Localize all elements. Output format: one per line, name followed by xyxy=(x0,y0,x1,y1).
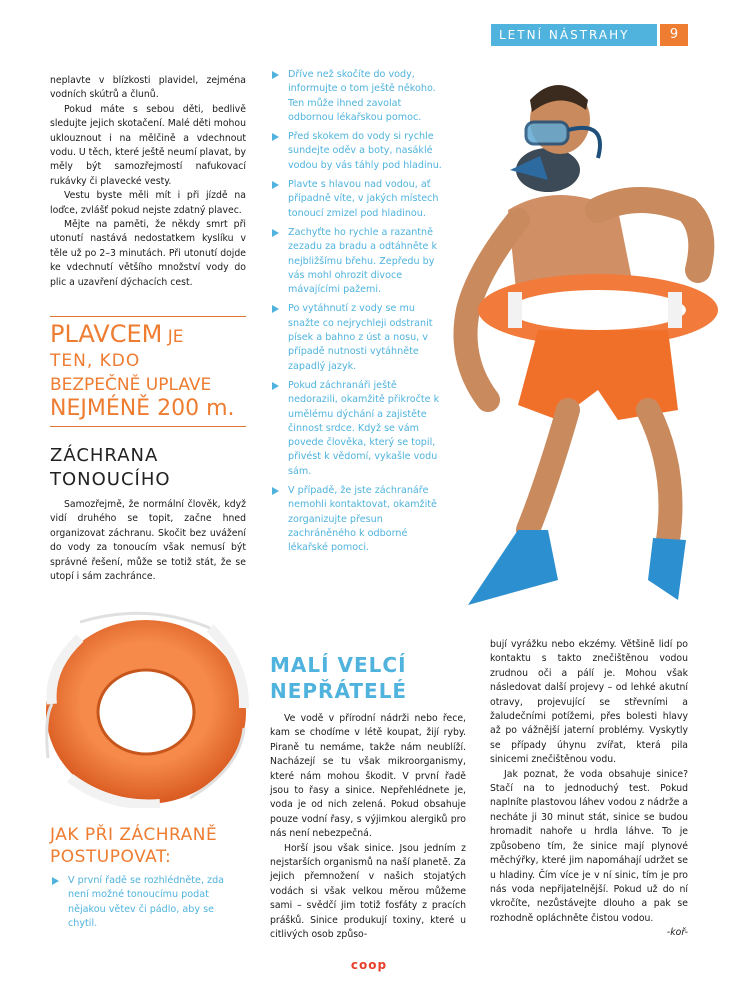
list-item-text: V případě, že jste záchranáře nemohli kontaktovat, okamžitě zorganizujte přesun zachráněného k odborné lékařské pomoci. xyxy=(288,485,437,554)
quote-line xyxy=(50,322,250,349)
heading-line: NEPŘÁTELÉ xyxy=(270,679,408,703)
list-item xyxy=(270,178,448,221)
heading-line: ZÁCHRANA xyxy=(50,445,159,466)
list-item xyxy=(270,302,448,373)
bullet-triangle-icon xyxy=(272,229,279,237)
list-item-text: Pokud záchranáři ještě nedorazili, okamžitě přikročte k umělému dýchání a zajistěte činnost srdce. Když se vám povede člověka, který se topil, přivést k vědomí, vykašle vodu sám. xyxy=(288,379,440,477)
paragraph: bují vyrážku nebo ekzémy. Většině lidí po kontaktu s takto znečištěnou vodou zrudnou oči a pálí je. Mohou však následovat další projevy – od lehké akutní otravy, projevující se střevními a žaludečními potížemi, přes bolesti hlavy až po vážnější jaterní problémy. Vyskytly se případy úhynu zvířat, která pila sinicemi znečištěnou vodu. xyxy=(490,639,688,766)
section-heading-zachrana xyxy=(50,444,246,492)
quote-word-big: PLAVCEM xyxy=(50,320,163,348)
paragraph: Mějte na paměti, že někdy smrt při utonutí nastává nedostatkem kyslíku v těle už po 2–3 minutách. Při utonutí dojde ke vdechnutí většího množství vody do plic a uzavření dýchacích cest. xyxy=(50,219,246,288)
rescue-steps-list xyxy=(270,68,448,561)
list-item-text: Před skokem do vody si rychle sundejte oděv a boty, nasáklé vodou by vás táhly pod hladinu. xyxy=(288,131,442,171)
paragraph: Vestu byste měli mít i při jízdě na loďce, zvlášť pokud nejste zdatný plavec. xyxy=(50,190,246,216)
bullet-triangle-icon xyxy=(272,305,279,313)
list-item xyxy=(270,379,448,479)
section-title: LETNÍ NÁSTRAHY xyxy=(499,28,630,42)
list-item xyxy=(270,130,448,173)
bullet-triangle-icon xyxy=(272,71,279,79)
section-heading-nepratele xyxy=(270,652,470,704)
heading-line: POSTUPOVAT: xyxy=(50,847,172,867)
section-heading-jak xyxy=(50,824,260,868)
pull-quote xyxy=(50,322,250,421)
quote-top-divider xyxy=(50,316,246,317)
rescue-steps-list-start xyxy=(50,874,246,936)
coop-logo xyxy=(340,958,398,972)
section-title-bar xyxy=(491,24,657,46)
heading-line: MALÍ VELCÍ xyxy=(270,653,407,677)
quote-line: TEN, KDO xyxy=(50,351,141,371)
heading-line: TONOUCÍHO xyxy=(50,469,171,490)
list-item xyxy=(50,874,246,931)
paragraph: Ve vodě v přírodní nádrži nebo řece, kam se chodíme v létě koupat, žijí ryby. Piraně tu nemáme, takže nám neublíží. Nacházejí se tu však mikroorganismy, které nám mohou škodit. V první řadě jsou to řasy a sinice. Nepřehlédnete je, voda je od nich zelená. Pokud obsahuje pouze vodní řasy, s výjimkou alergiků pro nás není nebezpečná. xyxy=(270,713,466,840)
lifebuoy-image xyxy=(40,608,250,808)
quote-line: BEZPEČNĚ UPLAVE xyxy=(50,375,212,395)
swimmer-photo xyxy=(448,60,733,620)
paragraph: neplavte v blízkosti plavidel, zejména vodních skútrů a člunů. xyxy=(50,75,246,101)
cyanobacteria-text xyxy=(490,638,688,941)
enemies-text xyxy=(270,712,466,943)
list-item-text: Dříve než skočíte do vody, informujte o tom ještě někoho. Ten může ihned zavolat odbornou lékařskou pomoc. xyxy=(288,69,436,123)
bullet-triangle-icon xyxy=(272,382,279,390)
page-number: 9 xyxy=(660,24,688,46)
bullet-triangle-icon xyxy=(272,181,279,189)
quote-word-small: JE xyxy=(162,327,184,347)
list-item-text: V první řadě se rozhlédněte, zda není možné tonoucímu podat nějakou větev či pádlo, aby se chytil. xyxy=(68,875,225,929)
bullet-triangle-icon xyxy=(52,877,59,885)
logo-text: coop xyxy=(350,958,388,972)
heading-line: JAK PŘI ZÁCHRANĚ xyxy=(50,825,218,845)
paragraph: Samozřejmě, že normální člověk, když vidí druhého se topit, začne hned organizovat záchranu. Skočit bez uvážení do vody za tonoucím však nemusí být správné řešení, může se totiž stát, že se utopí i sám zachránce. xyxy=(50,499,246,583)
list-item-text: Zachyťte ho rychle a razantně zezadu za bradu a odtáhněte k nejbližšímu břehu. Zepředu by vás mohl ohrozit divoce mávajícími pažemi. xyxy=(288,226,438,296)
quote-line: NEJMÉNĚ 200 m. xyxy=(50,396,235,421)
bullet-triangle-icon xyxy=(272,487,279,495)
intro-text xyxy=(50,74,246,290)
list-item-text: Plavte s hlavou nad vodou, ať případně víte, v jakých místech tonoucí zmizel pod hladinou. xyxy=(288,179,439,219)
list-item xyxy=(270,68,448,125)
bullet-triangle-icon xyxy=(272,133,279,141)
list-item xyxy=(270,484,448,555)
author-signature: -koř- xyxy=(666,927,688,939)
paragraph: Pokud máte s sebou děti, bedlivě sledujte jejich skotačení. Malé děti mohou uklouznout i na mělčině a vdechnout vodu. U těch, které ještě neumí plavat, by měly být samozřejmostí nafukovací rukávky či plavecké vesty. xyxy=(50,103,246,187)
list-item-text: Po vytáhnutí z vody se mu snažte co nejrychleji odstranit písek a bahno z úst a nosu, v případě nutnosti vytáhněte zapadlý jazyk. xyxy=(288,303,433,372)
quote-bottom-divider xyxy=(50,426,246,427)
paragraph: Horší jsou však sinice. Jsou jedním z nejstarších organismů na naší planetě. Za jejich přemnožení v našich stojatých vodách si však velkou měrou můžeme sami – svědčí jim totiž fosfáty z pracích prášků. Sinice produkují toxiny, které u citlivých osob způso- xyxy=(270,842,466,941)
list-item xyxy=(270,226,448,297)
paragraph: Jak poznat, že voda obsahuje sinice? Stačí na to jednoduchý test. Pokud naplníte plastovou láhev vodou z nádrže a necháte ji 30 minut stát, sinice se budou hromadit nahoře u hrdla láhve. To je způsobeno tím, že sinice mají plynové měchýřky, které jim napomáhají udržet se u hladiny. Čím více je v ní sinic, tím je pro nás voda nepřijatelnější. Pokud už do ní vkročíte, nezůstávejte dlouho a pak se rozhodně opláchněte čistou vodou. xyxy=(490,768,688,924)
rescue-text xyxy=(50,498,246,584)
